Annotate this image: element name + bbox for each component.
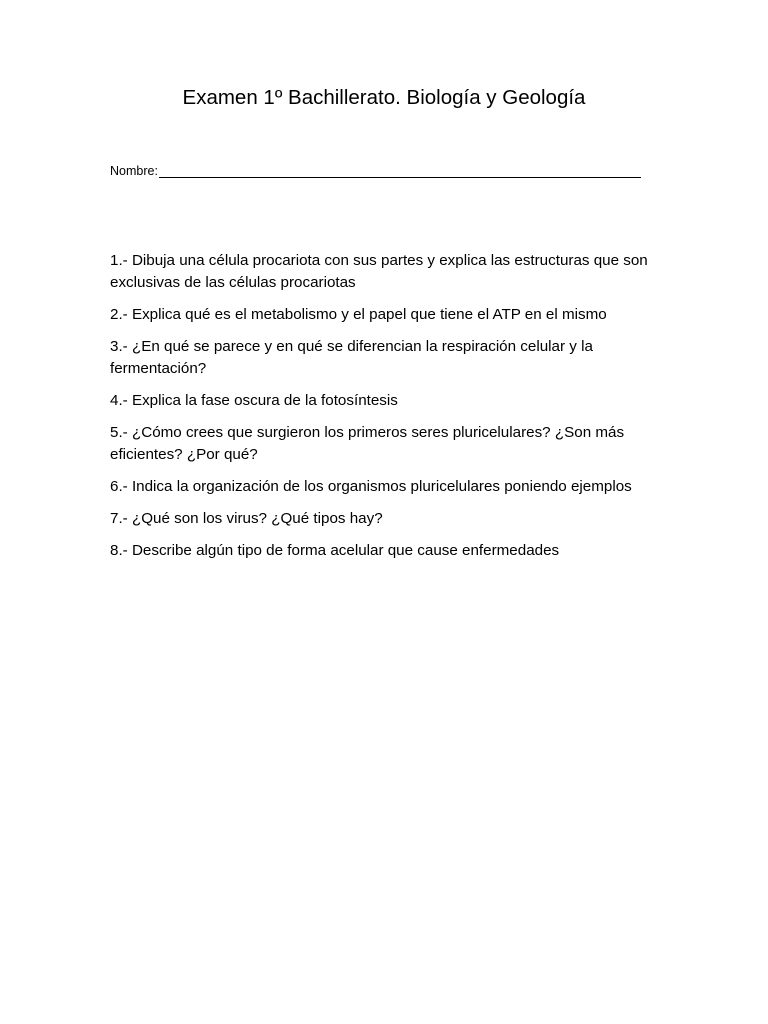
question-1: 1.- Dibuja una célula procariota con sus partes y explica las estructuras que son exclusivas de las células procariotas <box>110 252 648 291</box>
name-blank-line <box>159 165 641 178</box>
question-2: 2.- Explica qué es el metabolismo y el papel que tiene el ATP en el mismo <box>110 306 607 323</box>
question-8: 8.- Describe algún tipo de forma acelular que cause enfermedades <box>110 542 560 559</box>
name-field <box>110 164 650 178</box>
question-4: 4.- Explica la fase oscura de la fotosíntesis <box>110 392 398 409</box>
name-label: Nombre: <box>110 164 158 178</box>
question-3: 3.- ¿En qué se parece y en qué se diferencian la respiración celular y la fermentación? <box>110 338 593 377</box>
question-list <box>110 250 670 572</box>
question-7: 7.- ¿Qué son los virus? ¿Qué tipos hay? <box>110 510 383 527</box>
page-title: Examen 1º Bachillerato. Biología y Geología <box>182 86 586 109</box>
question-6: 6.- Indica la organización de los organismos pluricelulares poniendo ejemplos <box>110 478 632 495</box>
question-5: 5.- ¿Cómo crees que surgieron los primeros seres pluricelulares? ¿Son más eficientes? ¿Por qué? <box>110 424 625 463</box>
